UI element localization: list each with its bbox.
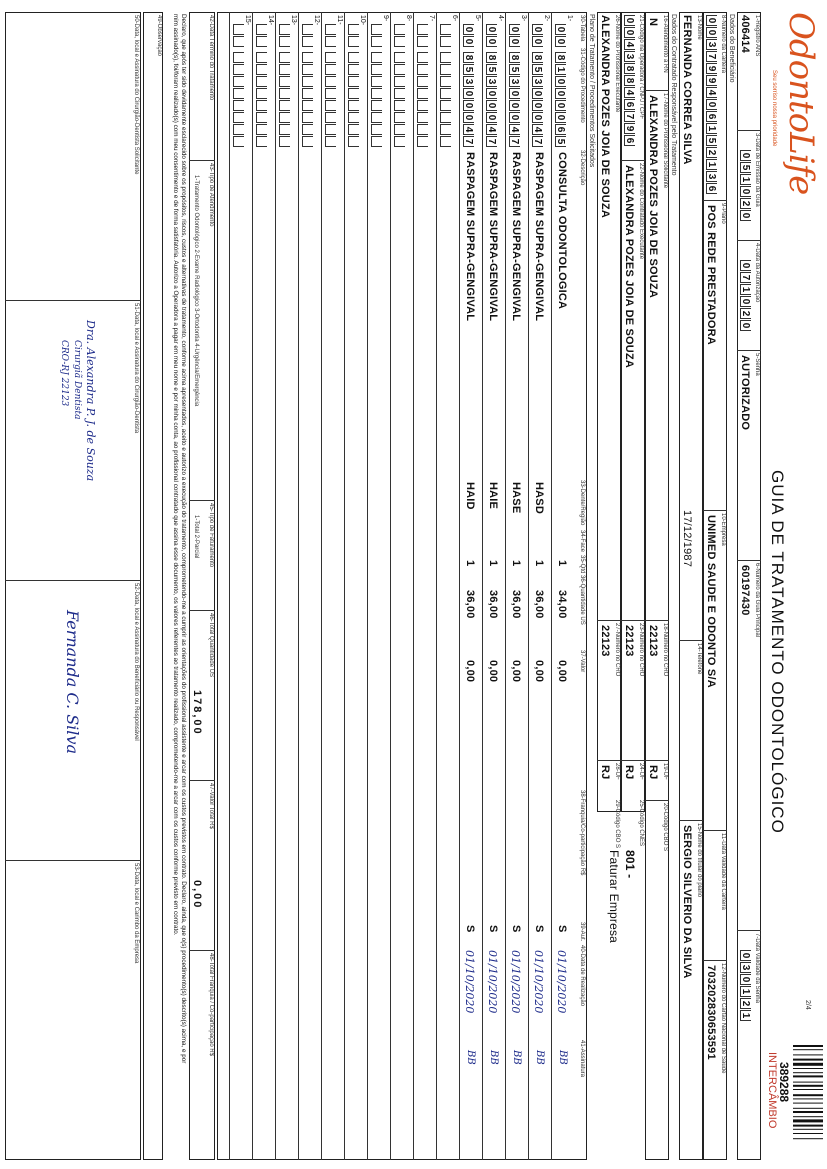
digit-cell: 8 [624, 75, 635, 86]
procedure-description: RASPAGEM SUPRA-GENGIVAL [533, 152, 545, 322]
card-number-cells [706, 15, 717, 195]
digit-cell: 5 [509, 64, 520, 75]
barcode-bar [793, 1119, 823, 1122]
beneficiary-name: FERNANDA CORREA SILVA [681, 15, 693, 165]
empty-code-cells [394, 24, 405, 148]
total-us: 178,00 [191, 690, 203, 736]
col-assinatura: 41-Assinatura [579, 1040, 585, 1078]
barcode-bar [793, 1063, 823, 1066]
digit-cell: 3 [486, 76, 497, 87]
f6-label: 6-Número da Guia Principal [754, 563, 760, 638]
digit-cell: 7 [740, 272, 751, 283]
digit-cell: 2 [740, 198, 751, 209]
f44-options: 1-Total 2-Parcial [193, 515, 199, 559]
digit-cell: 6 [555, 124, 566, 135]
empty-code-cells [279, 24, 290, 148]
digit-cell: 9 [624, 123, 635, 134]
table-code-cells [486, 24, 497, 48]
procedure-rubric: BB [511, 1050, 522, 1065]
procedure-valor: 0,00 [556, 660, 568, 683]
f18-label: 18-Número no CRO [662, 623, 668, 677]
holder-name: SERGIO SILVERIO DA SILVA [681, 825, 693, 979]
f51-label: 51-Data, local e Assinatura do Cirurgião-Dentista [133, 303, 139, 434]
beneficiary-signature: Fernanda C. Silva [63, 610, 82, 754]
digit-cell: 3 [463, 76, 474, 87]
digit-cell: 0 [532, 112, 543, 123]
digit-cell: 7 [463, 136, 474, 147]
digit-cell: 5 [555, 136, 566, 147]
col-descricao: 32-Descrição [579, 150, 585, 186]
row-number: 7- [428, 15, 435, 22]
digit-cell: 0 [463, 88, 474, 99]
digit-cell: 0 [486, 100, 497, 111]
empty-code-cells [325, 24, 336, 148]
f22-label: 22-Nome do Contratado Executante [638, 163, 644, 260]
dentist-stamp-name: Dra. Alexandra P. J. de Souza [84, 320, 97, 482]
f13-label: 13-Nome [696, 15, 702, 40]
col-franquia: 38-Franquia/Co-participação R$ [579, 790, 585, 876]
f43-options: 1-Tratamento Odontológico 2-Exame Radiológico 3-Ortodontia 4-Urgência/Emergência [193, 175, 199, 407]
digit-cell: 0 [740, 974, 751, 985]
digit-cell: 0 [555, 88, 566, 99]
procedure-valor: 0,00 [464, 660, 476, 683]
procedure-qtd: 1 [487, 560, 499, 567]
digit-cell: 0 [740, 950, 751, 961]
f47-label: 48-Total Franquia / Co-participação R$ [208, 953, 214, 1057]
digit-cell: 9 [706, 75, 717, 86]
row-number: 2- [543, 15, 550, 22]
row-number: 9- [382, 15, 389, 22]
digit-cell: 7 [532, 136, 543, 147]
requesting-professional: ALEXANDRA POZES JOIA DE SOUZA [647, 95, 659, 299]
digit-cell: 1 [706, 159, 717, 170]
birth-date: 17/12/1987 [681, 510, 693, 568]
dentist-stamp-role: Cirurgiã Dentista [72, 340, 82, 420]
barcode-caption: INTERCÂMBIO [766, 1052, 778, 1129]
digit-cell: 1 [706, 123, 717, 134]
procedure-description: RASPAGEM SUPRA-GENGIVAL [464, 152, 476, 322]
procedure-dente: HASD [533, 482, 545, 514]
empty-code-cells [440, 24, 451, 148]
f8-label: 8-Número da Carteira [720, 15, 726, 74]
procedure-qtd: 1 [510, 560, 522, 567]
barcode-icon [788, 1045, 823, 1160]
national-health-card: 703202830653591 [705, 965, 717, 1060]
digit-cell: 2 [740, 998, 751, 1009]
f14-label: 14-Telefone [696, 643, 702, 675]
page-label: 2/4 [804, 1000, 811, 1010]
barcode-bar [793, 1098, 823, 1099]
digit-cell: 0 [706, 99, 717, 110]
row-number: 6- [451, 15, 458, 22]
empty-code-cells [371, 24, 382, 148]
digit-cell: 5 [532, 64, 543, 75]
contracted-section-title: Dados do Contratado Responsável pelo Tratamento [670, 14, 677, 176]
digit-cell: 0 [463, 24, 474, 35]
digit-cell: 4 [624, 39, 635, 50]
digit-cell: 3 [706, 39, 717, 50]
digit-cell: 1 [740, 1010, 751, 1021]
form-title: GUIA DE TRATAMENTO ODONTOLÓGICO [768, 470, 787, 834]
f45-label: 46-Total Quantidade US [208, 613, 214, 678]
barcode-bar [793, 1094, 823, 1096]
digit-cell: 1 [740, 284, 751, 295]
digit-cell: 7 [509, 136, 520, 147]
f53-label: 53-Data, local e Carimbo da Empresa [133, 863, 139, 964]
digit-cell: 4 [486, 124, 497, 135]
f26-label: 26-Nome do Profissional Executante [614, 15, 620, 113]
digit-cell: 0 [624, 27, 635, 38]
professional-cro: 22123 [599, 625, 611, 657]
f9-label: 9-Plano [720, 203, 726, 224]
issue-date-cells [740, 150, 751, 222]
procedure-code-cells [532, 52, 543, 148]
procedure-description: RASPAGEM SUPRA-GENGIVAL [487, 152, 499, 322]
digit-cell: 5 [463, 64, 474, 75]
barcode-bar [793, 1116, 823, 1117]
digit-cell: 1 [555, 64, 566, 75]
digit-cell: 2 [706, 147, 717, 158]
plan-value: POS REDE PRESTADORA [705, 205, 717, 345]
f19-label: 19-UF [662, 763, 668, 780]
declaration-text: Declaro, que após ter sido devidamente esclarecido sobre os propósitos, riscos, custos e alternativas de tratamento, conforme acima apresentados, aceito e autorizo a execução do tratamento, comprometendo-me a cumprir as orientações do profissional assistente e arcar com os custos previstos em contrato. Declaro, ainda, que o(s) procedimento(s) descrito(s) acima, e por mim assinado(s), foi/foram realizado(s) com meu consentimento e de forma satisfatória. Autorizo a Operadora a pagar em meu nome e por minha conta, ao profissional contratado que assina esse documento, os valores referentes ao tratamento realizado, comprometendo-me a arcar com os custos conforme previsto em contrato. [172, 14, 187, 1064]
procedure-description: RASPAGEM SUPRA-GENGIVAL [510, 152, 522, 322]
procedure-qtd-us: 36,00 [487, 590, 499, 619]
digit-cell: 8 [555, 52, 566, 63]
procedure-qtd: 1 [533, 560, 545, 567]
procedure-valor: 0,00 [510, 660, 522, 683]
digit-cell: 6 [706, 111, 717, 122]
digit-cell: 4 [532, 124, 543, 135]
barcode-bar [793, 1059, 823, 1061]
procedure-description: CONSULTA ODONTOLOGICA [556, 152, 568, 310]
col-dente: 33-Dente/Região [579, 480, 585, 526]
f52-label: 52-Data, local e Assinatura do Beneficiário ou Responsável [133, 583, 139, 741]
digit-cell: 8 [624, 63, 635, 74]
digit-cell: 8 [532, 52, 543, 63]
digit-cell: 3 [740, 962, 751, 973]
digit-cell: 0 [555, 76, 566, 87]
digit-cell: 0 [706, 15, 717, 26]
digit-cell: 0 [706, 27, 717, 38]
col-qtd-us: 36-Quantidade US [579, 575, 585, 625]
odontolife-logo: OdontoLife [781, 12, 821, 195]
digit-cell: 0 [486, 24, 497, 35]
digit-cell: 0 [509, 88, 520, 99]
password-validity-cells [740, 950, 751, 1022]
barcode-bar [793, 1138, 823, 1139]
row-number: 3- [520, 15, 527, 22]
procedure-valor: 0,00 [533, 660, 545, 683]
barcode-bar [793, 1133, 823, 1134]
executing-uf: RJ [623, 765, 635, 780]
procedure-data: 01/10/2020 [509, 950, 522, 1014]
procedures-section-title: Plano de Tratamento / Procedimentos Solicitados [588, 14, 595, 168]
barcode-bar [793, 1108, 823, 1109]
digit-cell: 0 [463, 36, 474, 47]
digit-cell: 0 [740, 186, 751, 197]
digit-cell: 7 [486, 136, 497, 147]
digit-cell: 0 [463, 100, 474, 111]
table-code-cells [509, 24, 520, 48]
billing-stamp-text: Faturar Empresa [607, 850, 621, 944]
col-codigo: 31-Código do Procedimento [579, 48, 585, 123]
total-value: 0,00 [191, 880, 203, 910]
procedure-qtd-us: 34,00 [556, 590, 568, 619]
observation-box [143, 12, 163, 1160]
procedure-rubric: BB [534, 1050, 545, 1065]
digit-cell: 0 [486, 36, 497, 47]
digit-cell: 5 [486, 64, 497, 75]
barcode-bar [793, 1054, 823, 1055]
procedure-code-cells [463, 52, 474, 148]
col-data: 40-Data de Realização [579, 945, 585, 1007]
beneficiary-section-title: Dados do Beneficiário [728, 14, 735, 83]
procedure-data: 01/10/2020 [486, 950, 499, 1014]
procedure-qtd-us: 36,00 [510, 590, 522, 619]
digit-cell: 2 [740, 308, 751, 319]
signatures-box [5, 12, 141, 1160]
digit-cell: 3 [532, 76, 543, 87]
digit-cell: 5 [706, 135, 717, 146]
password-value: AUTORIZADO [739, 355, 751, 431]
f15-label: 15-Nome do titular do plano [696, 823, 702, 898]
f43-label: 43-Tipo de Atendimento [208, 163, 214, 227]
barcode-bar [793, 1085, 823, 1087]
digit-cell: 0 [532, 36, 543, 47]
digit-cell: 0 [740, 320, 751, 331]
digit-cell: 3 [706, 171, 717, 182]
digit-cell: 0 [532, 88, 543, 99]
executing-cro: 22123 [623, 625, 635, 657]
authorization-date-cells [740, 260, 751, 332]
procedure-dente: HASE [510, 482, 522, 514]
row-number: 13- [290, 15, 297, 26]
billing-stamp-code: 801 - [623, 850, 637, 879]
digit-cell: 0 [509, 24, 520, 35]
row-number: 15- [244, 15, 251, 26]
digit-cell: 8 [463, 52, 474, 63]
digit-cell: 0 [509, 112, 520, 123]
row-number: 8- [405, 15, 412, 22]
digit-cell: 0 [555, 100, 566, 111]
main-guide-number: 60197430 [739, 565, 751, 616]
f12-label: 12-Número do Cartão Nacional de Saúde [720, 963, 726, 1074]
table-code-cells [532, 24, 543, 48]
digit-cell: 8 [486, 52, 497, 63]
empty-code-cells [417, 24, 428, 148]
procedure-qtd: 1 [556, 560, 568, 567]
procedure-dente: HAIE [487, 482, 499, 510]
f29-label: 29-Código CBO S [614, 800, 620, 849]
digit-cell: 6 [706, 183, 717, 194]
digit-cell: 7 [706, 51, 717, 62]
col-face: 34-Face [579, 530, 585, 553]
f25-label: 25-Código CNES [638, 800, 644, 847]
f20-label: 20-Código CBO S [662, 803, 668, 852]
digit-cell: 0 [624, 15, 635, 26]
col-qtd: 35-Qtd [579, 555, 585, 574]
digit-cell: 0 [740, 210, 751, 221]
digit-cell: 0 [532, 100, 543, 111]
barcode-number: 389288 [777, 1062, 791, 1103]
digit-cell: 0 [555, 36, 566, 47]
row-number: 12- [313, 15, 320, 26]
f50-label: 50-Data, local e Assinatura do Cirurgião-Dentista Solicitante [133, 15, 139, 175]
digit-cell: 4 [624, 87, 635, 98]
procedure-aut: S [464, 925, 476, 933]
f7-label: 7-Data Validade da Senha [754, 933, 760, 1003]
procedure-rubric: BB [465, 1050, 476, 1065]
table-code-cells [463, 24, 474, 48]
digit-cell: 8 [509, 52, 520, 63]
f16-label: 16-Atendimento a RN [662, 15, 668, 73]
empty-code-cells [256, 24, 267, 148]
f21-label: 21-Código na Operadora / CNPJ / CPF [638, 15, 644, 120]
f1-label: 1-Registro ANS [754, 15, 760, 57]
f46-label: 47-Valor Total R$ [208, 783, 214, 829]
procedure-valor: 0,00 [487, 660, 499, 683]
procedure-aut: S [487, 925, 499, 933]
procedure-code-cells [555, 52, 566, 148]
row-number: 1- [566, 15, 573, 22]
ans-registry: 406414 [739, 15, 751, 53]
digit-cell: 0 [463, 112, 474, 123]
barcode-bar [793, 1068, 823, 1069]
f17-label: 17-Nome do Profissional Solicitante [662, 93, 668, 189]
barcode-bar [793, 1075, 823, 1077]
barcode-bar [793, 1089, 823, 1090]
procedure-rubric: BB [488, 1050, 499, 1065]
dentist-stamp-cro: CRO-RJ 22123 [59, 340, 69, 407]
digit-cell: 0 [486, 112, 497, 123]
procedure-data: 01/10/2020 [463, 950, 476, 1014]
procedure-aut: S [556, 925, 568, 933]
col-valor: 37-Valor [579, 650, 585, 673]
barcode-bar [793, 1072, 823, 1073]
executing-professional: ALEXANDRA POZES JOIA DE SOUZA [599, 15, 611, 219]
f42-label: 42-Data Término do Tratamento [208, 15, 214, 101]
barcode-bar [793, 1045, 823, 1047]
digit-cell: 0 [509, 100, 520, 111]
procedure-qtd-us: 36,00 [464, 590, 476, 619]
digit-cell: 0 [740, 150, 751, 161]
row-number: 10- [359, 15, 366, 26]
digit-cell: 0 [486, 88, 497, 99]
operator-code-cells [624, 15, 635, 147]
barcode-bar [793, 1129, 823, 1130]
f10-label: 10-Empresa [720, 513, 726, 546]
logo-tagline: Seu sorriso nossa prioridade [771, 70, 777, 147]
digit-cell: 1 [740, 174, 751, 185]
f5-label: 5-Senha [754, 353, 760, 376]
digit-cell: 4 [706, 87, 717, 98]
procedure-qtd: 1 [464, 560, 476, 567]
digit-cell: 9 [706, 63, 717, 74]
digit-cell: 0 [509, 36, 520, 47]
procedure-aut: S [533, 925, 545, 933]
f27-label: 27-Número no CRO [614, 623, 620, 677]
digit-cell: 3 [624, 51, 635, 62]
digit-cell: 0 [740, 296, 751, 307]
f3-label: 3-Data de Emissão da Guia [754, 133, 760, 207]
digit-cell: 0 [740, 260, 751, 271]
col-aut: 39-Aut. [579, 922, 585, 942]
digit-cell: 0 [555, 24, 566, 35]
row-number: 11- [336, 15, 343, 25]
requesting-uf: RJ [647, 765, 659, 780]
procedure-data: 01/10/2020 [532, 950, 545, 1014]
barcode-bar [793, 1111, 823, 1113]
procedure-data: 01/10/2020 [555, 950, 568, 1014]
f11-label: 11-Data Validade da Carteira [720, 833, 726, 910]
digit-cell: 6 [624, 135, 635, 146]
row-number: 5- [474, 15, 481, 22]
digit-cell: 5 [740, 162, 751, 173]
col-tabela: 30-Tabela [579, 15, 585, 42]
procedure-qtd-us: 36,00 [533, 590, 545, 619]
procedure-rubric: BB [557, 1050, 568, 1065]
executing-contractor: ALEXANDRA POZES JOIA DE SOUZA [623, 165, 635, 369]
professional-uf: RJ [599, 765, 611, 780]
procedure-code-cells [509, 52, 520, 148]
digit-cell: 3 [509, 76, 520, 87]
barcode-bar [793, 1082, 823, 1083]
digit-cell: 6 [624, 99, 635, 110]
digit-cell: 0 [555, 112, 566, 123]
barcode-bar [793, 1125, 823, 1127]
digit-cell: 4 [463, 124, 474, 135]
f28-label: 28-UF [614, 763, 620, 780]
digit-cell: 7 [624, 111, 635, 122]
procedure-aut: S [510, 925, 522, 933]
barcode-bar [793, 1049, 823, 1050]
digit-cell: 4 [509, 124, 520, 135]
f23-label: 23-Número no CRO [638, 623, 644, 677]
digit-cell: 0 [532, 24, 543, 35]
empty-code-cells [348, 24, 359, 148]
procedure-code-cells [486, 52, 497, 148]
procedure-dente: HAID [464, 482, 476, 510]
f44-label: 45-Tipo de Faturamento [208, 503, 214, 568]
row-number: 4- [497, 15, 504, 22]
row-beneficiary-name [679, 12, 703, 1160]
f24-label: 24-UF [638, 763, 644, 780]
empty-code-cells [233, 24, 244, 148]
requesting-cro: 22123 [647, 625, 659, 657]
empty-code-cells [302, 24, 313, 148]
newborn-value: N [647, 18, 659, 27]
f4-label: 4-Data da Autorização [754, 243, 760, 303]
table-code-cells [555, 24, 566, 48]
f49-label: 49-Observação [156, 15, 162, 57]
company-value: UNIMED SAUDE E ODONTO S/A [705, 515, 717, 688]
digit-cell: 1 [740, 986, 751, 997]
barcode-bar [793, 1103, 823, 1104]
row-number: 14- [267, 15, 274, 26]
